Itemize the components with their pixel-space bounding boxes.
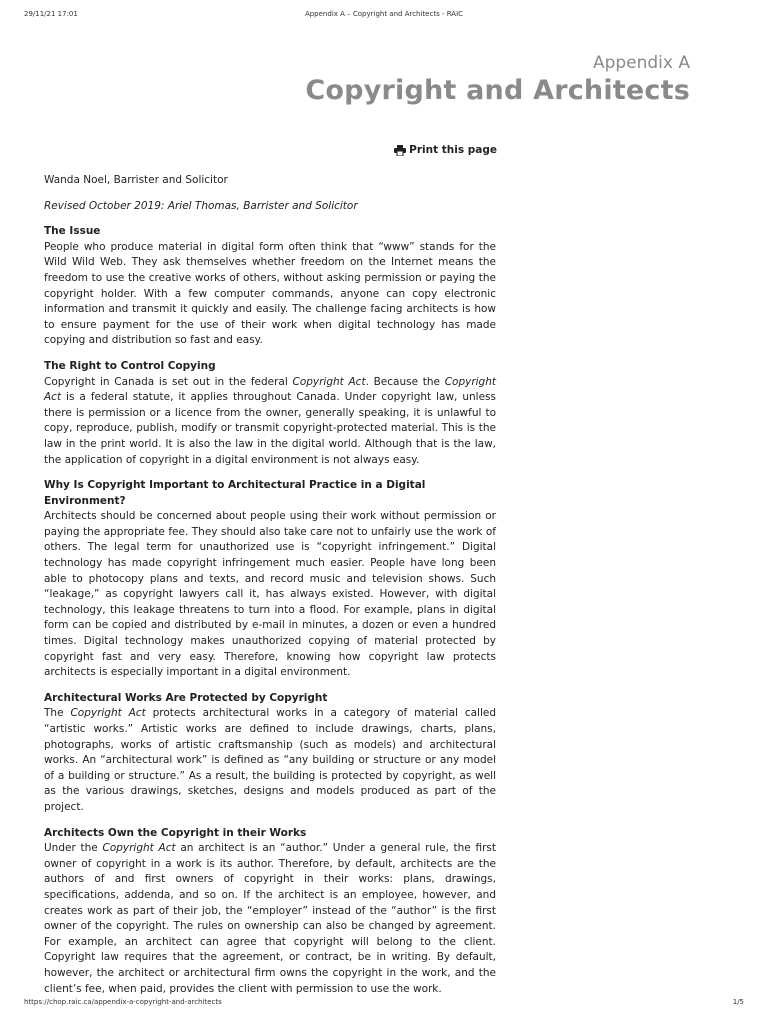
print-header — [24, 10, 744, 22]
print-datetime: 29/11/21 17:01 — [24, 10, 78, 18]
section-right-to-control-copying — [44, 359, 496, 468]
section-heading: Architects Own the Copyright in their Works — [44, 826, 307, 839]
revised-line: Revised October 2019: Ariel Thomas, Barrister and Solicitor — [44, 199, 358, 212]
appendix-label: Appendix A — [592, 53, 690, 73]
section-architects-own-copyright — [44, 826, 496, 998]
article-content — [44, 173, 496, 1007]
copyright-act-title: Copyright Act — [44, 375, 496, 404]
section-heading: The Issue — [44, 225, 101, 238]
section-heading: Why Is Copyright Important to Architectural Practice in a Digital Environment? — [44, 479, 426, 507]
author-line: Wanda Noel, Barrister and Solicitor — [44, 174, 228, 186]
print-page-title: Appendix A – Copyright and Architects - RAIC — [304, 10, 464, 18]
copyright-act-title: Copyright Act — [292, 375, 366, 388]
print-link-label: Print this page — [409, 144, 497, 156]
page-title: Copyright and Architects — [305, 75, 690, 106]
printer-icon — [394, 145, 406, 156]
section-the-issue — [44, 224, 496, 349]
copyright-act-title: Copyright Act — [70, 707, 146, 720]
section-body: Architects should be concerned about people using their work without permission or paying the appropriate fee. They should also take care not to unfairly use the work of others. The legal term for unauthorized use is “copyright infringement.” Digital technology has made copyright infringement much easier. People have long been able to photocopy plans and texts, and record music and television shows. Such “leakage,” as copyright lawyers call it, has always existed. However, with digital technology, this leakage threatens to turn into a flood. For example, plans in digital form can be copied and distributed by e-mail in minutes, a dozen or even a hundred times. Digital technology makes unauthorized copying of material protected by copyright fast and very easy. Therefore, knowing how copyright law protects architects is especially important in a digital environment. — [44, 510, 496, 679]
section-architectural-works-protected — [44, 691, 496, 816]
print-footer — [24, 998, 744, 1010]
page-number: 1/5 — [732, 998, 744, 1006]
print-this-page-link[interactable] — [394, 144, 497, 156]
heading-block — [305, 52, 690, 126]
section-why-copyright-important — [44, 478, 496, 681]
print-url: https://chop.raic.ca/appendix-a-copyright-and-architects — [24, 998, 222, 1006]
section-heading: Architectural Works Are Protected by Copyright — [44, 691, 328, 704]
section-body: People who produce material in digital form often think that “www” stands for the Wild Wild Web. They ask themselves whether freedom on the Internet means the freedom to use the creative works of others, without asking permission or paying the copyright holder. With a few computer commands, anyone can copy electronic information and transmit it quickly and easily. The challenge facing architects is how to ensure payment for the use of their work when digital technology has made copying and distribution so fast and easy. — [44, 240, 496, 347]
section-body: The Copyright Act protects architectural works in a category of material called “artistic works.” Artistic works are defined to include drawings, charts, plans, photographs, works of artistic craftsmanship (such as models) and architectural works. An “architectural work” is defined as “any building or structure or any model of a building or structure.” As a result, the building is protected by copyright, as well as the various drawings, sketches, designs and models produced as part of the project. — [44, 707, 496, 813]
section-body: Under the Copyright Act an architect is an “author.” Under a general rule, the first owner of copyright in a work is its author. Therefore, by default, architects are the authors of and first owners of copyright in their works: plans, drawings, specifications, addenda, and so on. If the architect is an employee, however, and creates work as part of their job, the “employer” instead of the “author” is the first owner of the copyright. The rules on ownership can also be changed by agreement. For example, an architect can agree that copyright will belong to the client. Copyright law requires that the agreement, or contract, be in writing. By default, however, the architect or architectural firm owns the copyright in the work, and the client’s fee, when paid, provides the client with permission to use the work. — [44, 842, 496, 995]
section-heading: The Right to Control Copying — [44, 359, 216, 372]
copyright-act-title: Copyright Act — [102, 842, 176, 855]
section-body: Copyright in Canada is set out in the federal Copyright Act. Because the Copyright Act is a federal statute, it applies throughout Canada. Under copyright law, unless there is permission or a licence from the owner, generally speaking, it is unlawful to copy, reproduce, publish, modify or transmit copyright-protected material. This is the law in the print world. It is also the law in the digital world. Although that is the law, the application of copyright in a digital environment is not always easy. — [44, 375, 496, 466]
